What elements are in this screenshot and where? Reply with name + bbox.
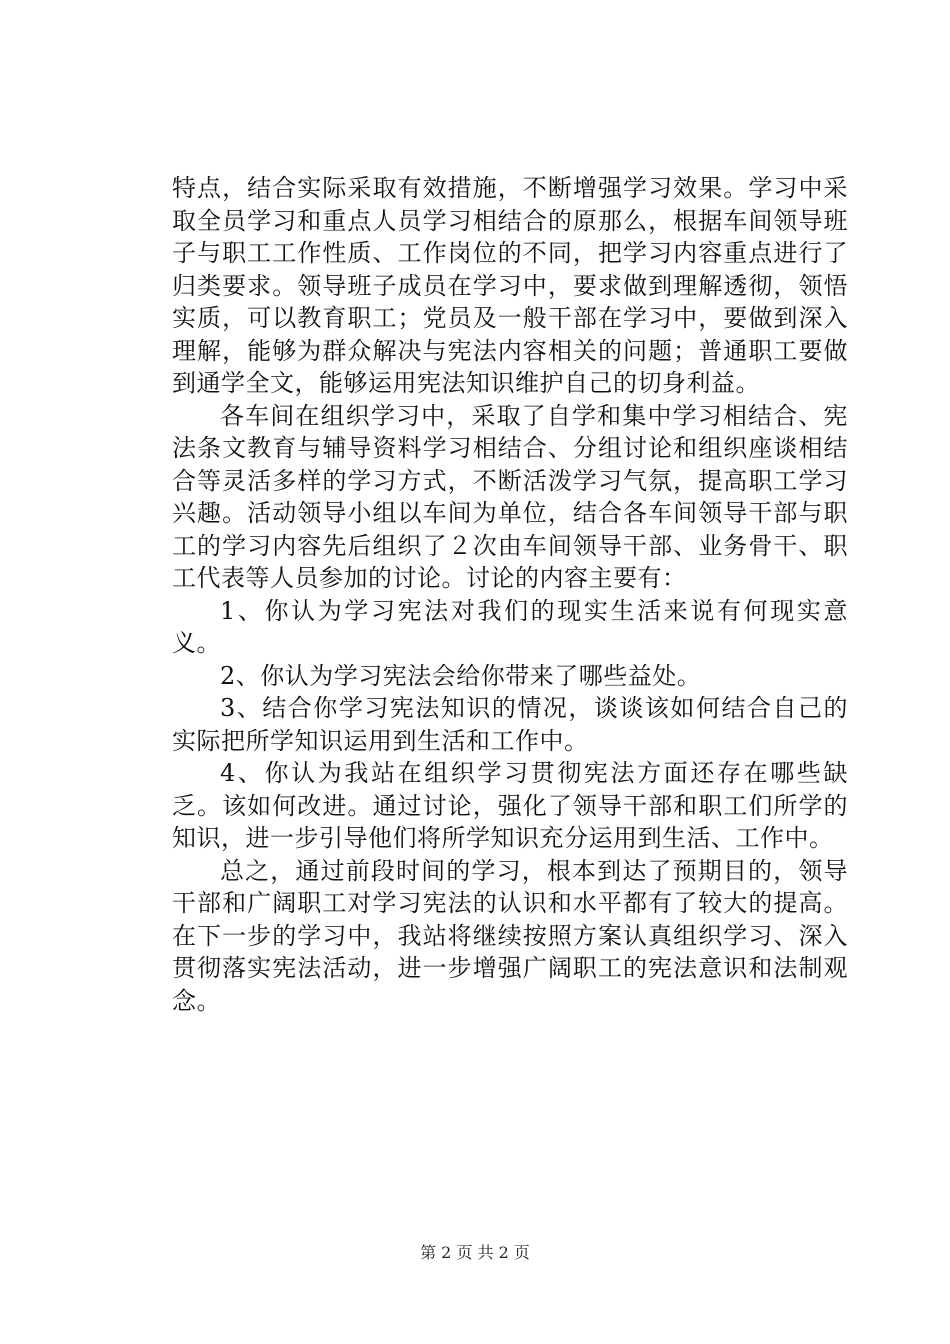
discussion-item-2: 2、你认为学习宪法会给你带来了哪些益处。 — [220, 661, 702, 690]
paragraph-conclusion: 总之，通过前段时间的学习，根本到达了预期目的，领导干部和广阔职工对学习宪法的认识和水平都有了较大的提高。在下一步的学习中，我站将继续按照方案认真组织学习、深入贯彻落实宪法活动，进一步增强广阔职工的宪法意识和法制观念。 — [172, 856, 848, 1015]
page-footer: 第 2 页 共 2 页 — [420, 1243, 530, 1262]
discussion-item-3: 3、结合你学习宪法知识的情况，谈谈该如何结合自己的实际把所学知识运用到生活和工作中。 — [172, 694, 848, 755]
paragraph-continuation: 特点，结合实际采取有效措施，不断增强学习效果。学习中采取全员学习和重点人员学习相结合的原那么，根据车间领导班子与职工工作性质、工作岗位的不同，把学习内容重点进行了归类要求。领导班子成员在学习中，要求做到理解透彻，领悟实质，可以教育职工；党员及一般干部在学习中，要做到深入理解，能够为群众解决与宪法内容相关的问题；普通职工要做到通学全文，能够运用宪法知识维护自己的切身利益。 — [172, 174, 848, 397]
discussion-item-1: 1、你认为学习宪法对我们的现实生活来说有何现实意义。 — [172, 596, 848, 657]
paragraph-study-methods: 各车间在组织学习中，采取了自学和集中学习相结合、宪法条文教育与辅导资料学习相结合、分组讨论和组织座谈相结合等灵活多样的学习方式，不断活泼学习气氛，提高职工学习兴趣。活动领导小组以车间为单位，结合各车间领导干部与职工的学习内容先后组织了２次由车间领导干部、业务骨干、职工代表等人员参加的讨论。讨论的内容主要有： — [172, 401, 848, 592]
document-body — [172, 172, 848, 1017]
discussion-item-4: 4、你认为我站在组织学习贯彻宪法方面还存在哪些缺乏。该如何改进。通过讨论，强化了领导干部和职工们所学的知识，进一步引导他们将所学知识充分运用到生活、工作中。 — [172, 759, 848, 852]
